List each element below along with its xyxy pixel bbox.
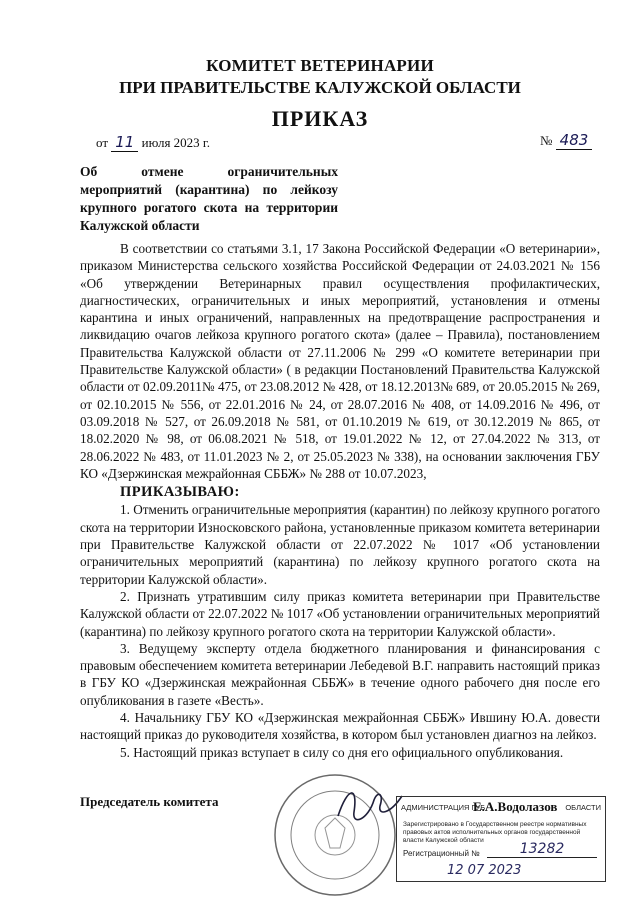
- date-month-year: июля 2023 г.: [141, 135, 211, 150]
- subject-line: мероприятий (карантина) по лейкозу: [80, 182, 338, 197]
- stamp-header: АДМИНИСТРАЦИЯ ГУБ: [401, 803, 486, 812]
- signatory-title: Председатель комитета: [80, 794, 219, 809]
- date-day-handwritten: 11: [111, 133, 138, 152]
- order-item: 1. Отменить ограничительные мероприятия (карантин) по лейкозу крупного рогатого скота на территории Износковского района, установленные приказом комитета ветеринарии при Правительстве Калужской области от 22.07.2022 № 1017 «Об установлении ограничительных мероприятий (карантина) по лейкозу крупного рогатого скота на территории Калужской области».: [80, 502, 600, 587]
- stamp-reg-number: 13282: [487, 841, 597, 858]
- committee-name: КОМИТЕТ ВЕТЕРИНАРИИ: [206, 56, 434, 75]
- subject-line: Об отмене ограничительных: [80, 164, 338, 179]
- registration-stamp: [396, 796, 606, 882]
- stamp-header-tail: ОБЛАСТИ: [565, 803, 601, 812]
- order-item: 2. Признать утратившим силу приказ комитета ветеринарии при Правительстве Калужской области от 22.07.2022 № 1017 «Об установлении ограничительных мероприятий (карантина) по лейкозу крупного рогатого скота на территории Калужской области».: [80, 588, 600, 639]
- order-heading: ПРИКАЗЫВАЮ:: [120, 484, 240, 501]
- order-item: 3. Ведущему эксперту отдела бюджетного планирования и финансирования с правовым обеспечением комитета ветеринарии Лебедевой В.Г. направить настоящий приказ в ГБУ КО «Дзержинская межрайонная СББЖ» в течение одного рабочего дня после его опубликования в газете «Весть».: [80, 640, 600, 708]
- document-body: [80, 240, 600, 761]
- document-subject: [80, 163, 338, 235]
- preamble-paragraph: В соответствии со статьями 3.1, 17 Закона Российской Федерации «О ветеринарии», приказом Министерства сельского хозяйства Российской Федерации от 24.03.2021 № 156 «Об утверждении Ветеринарных правил осуществления профилактических, диагностических, ограничительных и иных мероприятий, установления и отмены карантина и иных ограничений, направленных на предотвращение распространения и ликвидацию очагов лейкоза крупного рогатого скота» (далее – Правила), постановлением Правительства Калужской области от 27.11.2006 № 299 «О комитете ветеринарии при Правительстве Калужской области» ( в редакции Постановлений Правительства Калужской области от 02.09.2011№ 475, от 23.08.2012 № 428, от 18.12.2013№ 689, от 20.05.2015 № 269, от 02.10.2015 № 556, от 22.01.2016 № 24, от 28.07.2016 № 408, от 14.09.2016 № 496, от 03.09.2018 № 527, от 26.09.2018 № 581, от 01.10.2019 № 619, от 30.12.2019 № 865, от 18.02.2020 № 98, от 06.08.2021 № 518, от 19.01.2022 № 12, от 27.04.2022 № 313, от 28.06.2022 № 483, от 11.01.2023 № 2, от 25.05.2023 № 338), на основании заключения ГБУ КО «Дзержинская межрайонная СББЖ» № 288 от 10.07.2023,: [80, 241, 600, 481]
- stamp-registration-text: Зарегистрировано в Государственном реестре нормативных правовых актов исполнительных органов государственной власти Калужской области: [403, 821, 587, 844]
- order-item: 5. Настоящий приказ вступает в силу со дня его официального опубликования.: [120, 744, 564, 760]
- order-item: 4. Начальнику ГБУ КО «Дзержинская межрайонная СББЖ» Ившину Ю.А. довести настоящий приказ до руководителя хозяйства, в котором был установлен диагноз на лейкоз.: [80, 710, 600, 743]
- signatory-name: Е.А.Водолазов: [473, 799, 558, 814]
- document-number: [540, 131, 592, 150]
- subject-line: крупного рогатого скота на территории: [80, 200, 338, 215]
- number-sign: №: [540, 133, 553, 148]
- stamp-reg-label: Регистрационный №: [403, 849, 480, 858]
- document-date: [96, 133, 210, 152]
- stamp-date: 12 07 2023: [447, 863, 522, 878]
- date-prefix: от: [96, 135, 109, 150]
- subject-line: Калужской области: [80, 218, 200, 233]
- number-handwritten: 483: [556, 131, 593, 150]
- document-type-title: ПРИКАЗ: [271, 106, 369, 131]
- committee-affiliation: ПРИ ПРАВИТЕЛЬСТВЕ КАЛУЖСКОЙ ОБЛАСТИ: [119, 78, 521, 97]
